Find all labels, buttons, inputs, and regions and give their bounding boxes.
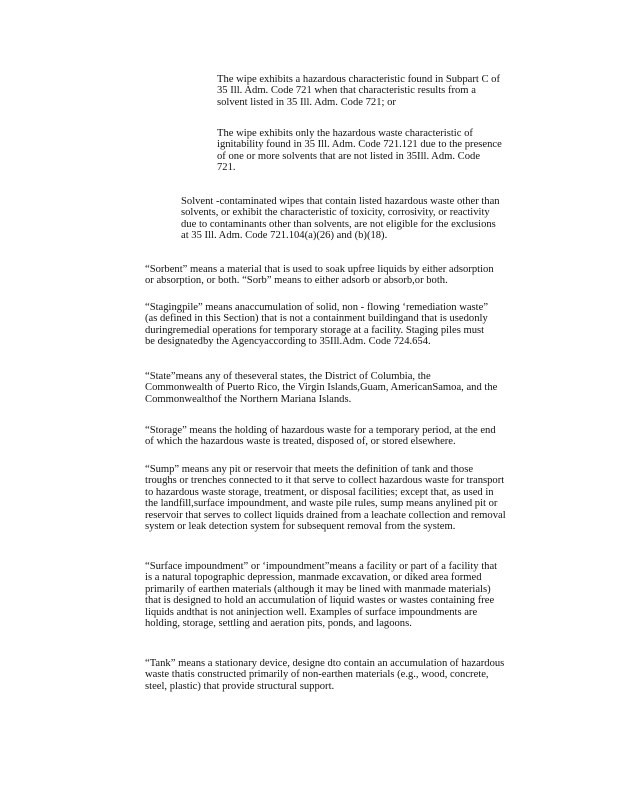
text-line: “State”means any of theseveral states, the District of Columbia, the bbox=[145, 371, 431, 382]
text-line: “Sorbent” means a material that is used to soak upfree liquids by either adsorption bbox=[145, 264, 494, 275]
text-line: “Tank” means a stationary device, designe dto contain an accumulation of hazardous bbox=[145, 658, 505, 669]
text-line: ignitability found in 35 Ill. Adm. Code 721.121 due to the presence bbox=[217, 139, 502, 151]
text-line: the landfill,surface impoundment, and waste pile rules, sump means anylined pit or bbox=[145, 498, 498, 510]
paragraph-wipe-characteristic-subpart-c bbox=[217, 74, 539, 108]
text-line: that is designed to hold an accumulation of liquid wastes or wastes containing free bbox=[145, 595, 495, 607]
text-line: 721. bbox=[217, 162, 236, 174]
definition-surface-impoundment bbox=[145, 561, 541, 629]
text-line: “Surface impoundment” or ‘impoundment”means a facility or part of a facility that bbox=[145, 561, 498, 572]
text-line: “Sump” means any pit or reservoir that meets the definition of tank and those bbox=[145, 464, 474, 475]
definition-storage bbox=[145, 425, 541, 448]
text-line: solvent listed in 35 Ill. Adm. Code 721; or bbox=[217, 96, 396, 108]
definition-sump bbox=[145, 464, 541, 532]
text-line: (as defined in this Section) that is not a containment buildingand that is usedonly bbox=[145, 313, 488, 325]
text-line: or absorption, or both. “Sorb” means to either adsorb or absorb,or both. bbox=[145, 275, 448, 287]
text-line: The wipe exhibits a hazardous characteristic found in Subpart C of bbox=[217, 74, 501, 85]
definition-state bbox=[145, 371, 541, 405]
definition-staging-pile bbox=[145, 302, 541, 348]
text-line: system or leak detection system for subsequent removal from the system. bbox=[145, 521, 456, 533]
text-line: The wipe exhibits only the hazardous waste characteristic of bbox=[217, 128, 473, 139]
text-line: of which the hazardous waste is treated, disposed of, or stored elsewhere. bbox=[145, 436, 456, 448]
text-line: “Storage” means the holding of hazardous waste for a temporary period, at the end bbox=[145, 425, 496, 436]
text-line: liquids andthat is not aninjection well. Examples of surface impoundments are bbox=[145, 606, 478, 618]
text-line: due to contaminants other than solvents, are not eligible for the exclusions bbox=[181, 218, 496, 230]
definition-sorbent bbox=[145, 264, 541, 287]
text-line: “Stagingpile” means anaccumulation of solid, non - flowing ‘remediation waste” bbox=[145, 302, 489, 313]
definition-tank bbox=[145, 658, 541, 692]
text-line: solvents, or exhibit the characteristic of toxicity, corrosivity, or reactivity bbox=[181, 207, 490, 219]
text-line: Solvent -contaminated wipes that contain listed hazardous waste other than bbox=[181, 196, 500, 207]
text-line: holding, storage, settling and aeration pits, ponds, and lagoons. bbox=[145, 618, 412, 630]
text-line: reservoir that serves to collect liquids drained from a leachate collection and removal bbox=[145, 509, 506, 521]
text-line: be designatedby the Agencyaccording to 35Ill.Adm. Code 724.654. bbox=[145, 336, 431, 348]
text-line: troughs or trenches connected to it that serve to collect hazardous waste for transport bbox=[145, 475, 505, 487]
text-line: at 35 Ill. Adm. Code 721.104(a)(26) and (b)(18). bbox=[181, 230, 388, 242]
text-line: Commonwealthof the Northern Mariana Islands. bbox=[145, 393, 352, 405]
text-line: steel, plastic) that provide structural support. bbox=[145, 680, 335, 692]
text-line: primarily of earthen materials (although it may be lined with manmade materials) bbox=[145, 583, 491, 595]
text-line: duringremedial operations for temporary storage at a facility. Staging piles must bbox=[145, 324, 485, 336]
text-line: waste thatis constructed primarily of non-earthen materials (e.g., wood, concrete, bbox=[145, 669, 489, 681]
text-line: is a natural topographic depression, manmade excavation, or diked area formed bbox=[145, 572, 482, 584]
text-line: 35 Ill. Adm. Code 721 when that characteristic results from a bbox=[217, 85, 476, 97]
paragraph-solvent-contaminated-wipes bbox=[181, 196, 539, 242]
text-line: to hazardous waste storage, treatment, or disposal facilities; except that, as used in bbox=[145, 486, 494, 498]
paragraph-wipe-ignitability bbox=[217, 128, 539, 174]
text-line: of one or more solvents that are not listed in 35Ill. Adm. Code bbox=[217, 150, 481, 162]
text-line: Commonwealth of Puerto Rico, the Virgin Islands,Guam, AmericanSamoa, and the bbox=[145, 382, 498, 394]
